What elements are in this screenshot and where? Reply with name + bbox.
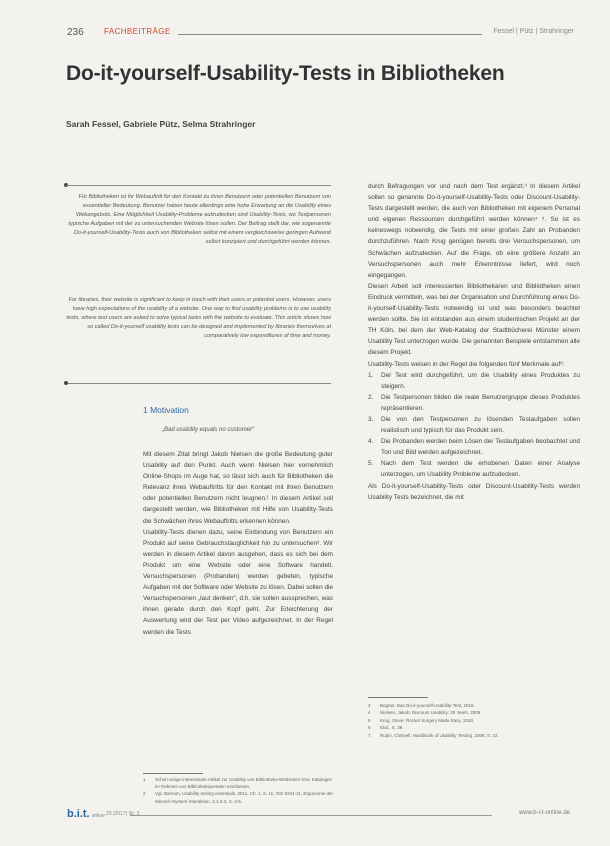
footer-rule	[130, 815, 492, 816]
footnote: 5 Krug, Steve: Rocket Surgery Made Easy, 2010.	[368, 717, 475, 723]
running-authors: Fessel | Pütz | Strahringer	[493, 28, 574, 35]
section-motto: „Bad usability equals no customer“	[162, 427, 255, 433]
body-paragraph: Mit diesem Zitat bringt Jakob Nielsen die große Bedeutung guter Usability auf den Punkt. Auch wenn Nielsen hier vornehmlich Online-Shops im Auge hat, so lässt sich auch für Bibliotheken die Relevanz ihres Webauftritts für den Kontakt mit ihren Benutzern oder potentiellen Benutzern nicht leugnen.¹ In diesem Artikel soll dargestellt werden, wie Bibliotheken mit Hilfe von Usability-Tests die Schwächen ihres Webauftritts erkennen können.	[143, 451, 333, 525]
body-paragraph: Usability-Tests dienen dazu, seine Einbindung von Benutzern ein Produkt auf seine Gebrauchstauglichkeit hin zu untersuchen². Wir werden in diesem Artikel davon ausgehen, dass es sich bei dem Produkt um eine Website oder eine Software handelt. Versuchspersonen (Probanden) werden gebeten, typische Aufgaben mit der Software oder Website zu lösen. Dabei sollen die Versuchspersonen „laut denken“, d.h. sie sollen aussprechen, was ihnen gerade durch den Kopf geht. Zur Erleichterung der Auswertung wird der Test per Video aufgezeichnet. In der Regel werden die Tests	[143, 528, 333, 636]
abstract-bottom-rule	[66, 383, 331, 384]
body-paragraph: Usability-Tests weisen in der Regel die folgenden fünf Merkmale auf⁶:	[368, 360, 565, 368]
footnote: 1 Schon einige interessante Artikel zur Usability von Bibliotheks-Webseiten bzw. Katalogen im Rahmen von Bibliotheksportalen erschienen.	[143, 777, 333, 790]
body-paragraph: Als Do-it-yourself-Usability-Tests oder Discount-Usability-Tests werden Usability Tests bezeichnet, die mit	[368, 482, 580, 501]
journal-issue: 20 (2017) Nr. 3	[106, 811, 140, 817]
footnote-rule-right	[368, 697, 428, 698]
journal-url: www.b-i-t-online.de	[518, 810, 570, 816]
list-item: 1. Der Test wird durchgeführt, um die Usability eines Produktes zu steigern.	[368, 371, 580, 390]
article-title: Do-it-yourself-Usability-Tests in Bibliotheken	[66, 62, 505, 85]
list-item: 5. Nach dem Test werden die erhobenen Daten einer Analyse unterzogen, um Usability Probleme aufzudecken.	[368, 460, 580, 479]
footnote: 2 Vgl. Barnum, Usability testing essentials, 2011, Ch. 1, S. 11; ISO 9241-11, Ergonomie der Mensch-System-Interaktion, 2.1-2.3, S. 4-5.	[143, 791, 333, 804]
body-paragraph: Diesen Arbeit soll interessierten Bibliothekaren und Bibliotheken einen Eindruck vermitteln, was bei der Organisation und Durchführung eines Do-it-yourself-Usability-Tests notwendig ist und was besonders beachtet werden sollte. Sie ist entstanden aus einem studentischen Projekt an der TH Köln, bei dem der Web-Katalog der Stadtbücherei Münster einem Usability Test unterzogen wurde. Die genannten Beispiele entstammen alle diesem Projekt.	[368, 282, 580, 357]
footnotes-left	[143, 776, 333, 805]
footnote: 7 Rubin, Chisnell: Handbook of Usability Testing, 2008, S. 22.	[368, 732, 499, 738]
footnotes-right	[368, 702, 580, 739]
abstract-german: Für Bibliotheken ist ihr Webauftritt für den Kontakt zu ihren Benutzern oder potentiellen Benutzern von essentieller Bedeutung. Benutzer haben heute allerdings eine hohe Erwartung an die Usability eines Webangebots. Eine Möglichkeit Usability-Probleme aufzudecken sind Usability-Tests, wo Testpersonen typische Aufgaben mit der zu untersuchenden Website lösen sollen. Der Beitrag stellt dar, wie sogenannte Do-it-yourself-Usability-Tests auch von Bibliotheken selbst mit einem vergleichsweise geringen Aufwand selbst konzipiert und durchgeführt werden können.	[68, 194, 331, 245]
section-heading: 1 Motivation	[143, 405, 189, 415]
footnote-rule-left	[143, 773, 203, 774]
right-column-body	[368, 181, 580, 503]
list-item: 3. Die von den Testpersonen zu lösenden Testaufgaben sollen realistisch und typisch für das Produkt sein.	[368, 415, 580, 435]
body-paragraph: durch Befragungen vor und nach dem Test ergänzt.³ In diesem Artikel sollen so genannte Do-it-yourself-Usability-Tests oder Discount-Usability-Tests dargestellt werden, die auch von Bibliotheken mit eigenem Personal und eigenen Ressourcen durchgeführt werden können⁴ ⁵. So ist es keineswegs notwendig, die Tests mit einer großen Zahl an Probanden durchzuführen. Nach Krug genügen bereits drei Versuchspersonen, um Schwächen aufzudecken. Auf die Frage, ob eine größere Anzahl an Versuchspersonen auch mehr Erkenntnisse liefert, wird noch eingegangen.	[368, 183, 580, 279]
footnote: 6 Ebd., S. 39.	[368, 725, 404, 731]
list-item: 4. Die Probanden werden beim Lösen der Testaufgaben beobachtet und Ton und Bild werden aufgezeichnet.	[368, 438, 580, 457]
journal-logo: b.i.t. online	[67, 808, 105, 820]
footnote: 4 Nielsen, Jakob: Discount Usability: 20 Years, 2009.	[368, 710, 482, 716]
footnote: 3 Bogner, Das Do-it-yourself-Usability-Test, 2015.	[368, 703, 475, 708]
header-rule	[178, 34, 482, 35]
article-authors: Sarah Fessel, Gabriele Pütz, Selma Strahringer	[66, 119, 256, 129]
section-label: FACHBEITRÄGE	[104, 27, 171, 36]
abstract-english: For libraries, their website is significant to keep in touch with their users or potential users. However, users have high expectations of the usability of a website. One way to find usability problems is to use usability tests, where test users are asked to solve typical tasks with the website to evaluate. This article shows how so called Do-it-yourself usability tests can be designed and implemented by libraries themselves at comparatively low expenditures of time and money.	[66, 297, 331, 339]
list-item: 2. Die Testpersonen bilden die reale Benutzergruppe dieses Produktes repräsentieren.	[368, 393, 580, 412]
abstract-end-bullet	[64, 381, 68, 385]
left-column-body	[143, 449, 333, 638]
page-number: 236	[67, 27, 84, 38]
abstract-top-rule	[66, 185, 331, 186]
